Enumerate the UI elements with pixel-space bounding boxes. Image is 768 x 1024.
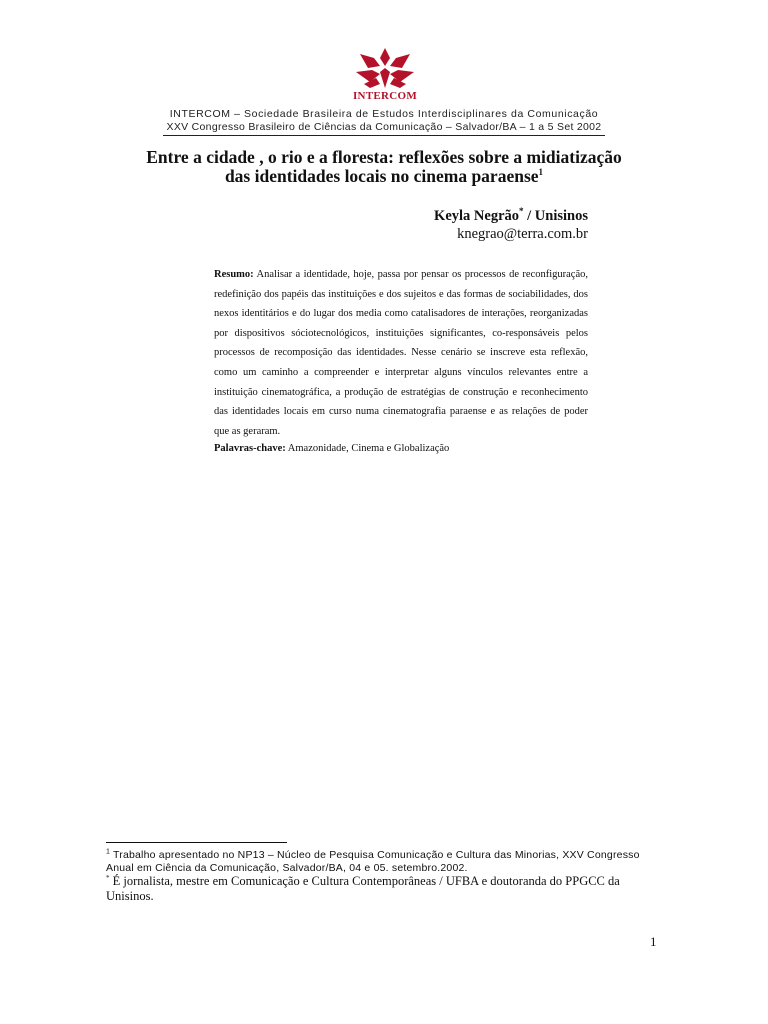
paper-title [80,148,688,186]
author-email: knegrao@terra.com.br [457,226,588,242]
conference-header-line2: XXV Congresso Brasileiro de Ciências da Comunicação – Salvador/BA – 1 a 5 Set 2002 [163,121,605,136]
title-line1: Entre a cidade , o rio e a floresta: reflexões sobre a midiatização [146,147,622,167]
title-footnote-mark: 1 [538,167,544,178]
footnote-1-mark: 1 [106,848,111,856]
logo-wordmark: INTERCOM [352,90,418,102]
abstract [214,265,588,441]
abstract-text: Analisar a identidade, hoje, passa por pensar os processos de reconfiguração, redefinição dos papéis das instituições e dos sujeitos e das formas de sociabilidades, dos nexos identitários e do lugar dos media como catalisadores de interações, reorganizadas por dispositivos sóciotecnológicos, instituições significantes, co-responsáveis pelos processos de recomposição das identidades. Nesse cenário se inscreve esta reflexão, como um caminho a compreender e interpretar alguns vínculos relevantes entre a instituição cinematográfica, a produção de estratégias de construção e reconhecimento das identidades locais em curso numa cinematografia paraense e as relações de poder que as geraram. [214,269,588,437]
conference-header-line1: INTERCOM – Sociedade Brasileira de Estudos Interdisciplinares da Comunicação [169,108,599,120]
abstract-label: Resumo: [214,269,254,280]
keywords [214,443,588,454]
intercom-logo [352,44,418,102]
title-line2: das identidades locais no cinema paraense$^1$ [224,166,544,186]
footnote-1 [106,849,666,875]
keywords-text: Amazonidade, Cinema e Globalização [285,443,450,454]
footnote-1-text: Trabalho apresentado no NP13 – Núcleo de Pesquisa Comunicação e Cultura das Minorias, XXV Congresso Anual em Ciência da Comunicação, Salvador/BA, 04 e 05. setembro.2002. [106,849,640,874]
intercom-emblem-icon [352,44,418,90]
footnote-2-mark: * [106,873,110,882]
author-line [434,208,588,225]
author-affiliation: / Unisinos [523,208,588,224]
footnote-2-text: É jornalista, mestre em Comunicação e Cultura Contemporâneas / UFBA e doutoranda do PPGCC da Unisinos. [106,874,620,903]
author-footnote-mark: * [519,206,524,217]
footnote-2 [106,874,666,904]
page-number: 1 [650,934,657,949]
author-name: Keyla Negrão [434,208,520,224]
keywords-label: Palavras-chave: [214,443,286,454]
footnote-separator [106,842,287,843]
